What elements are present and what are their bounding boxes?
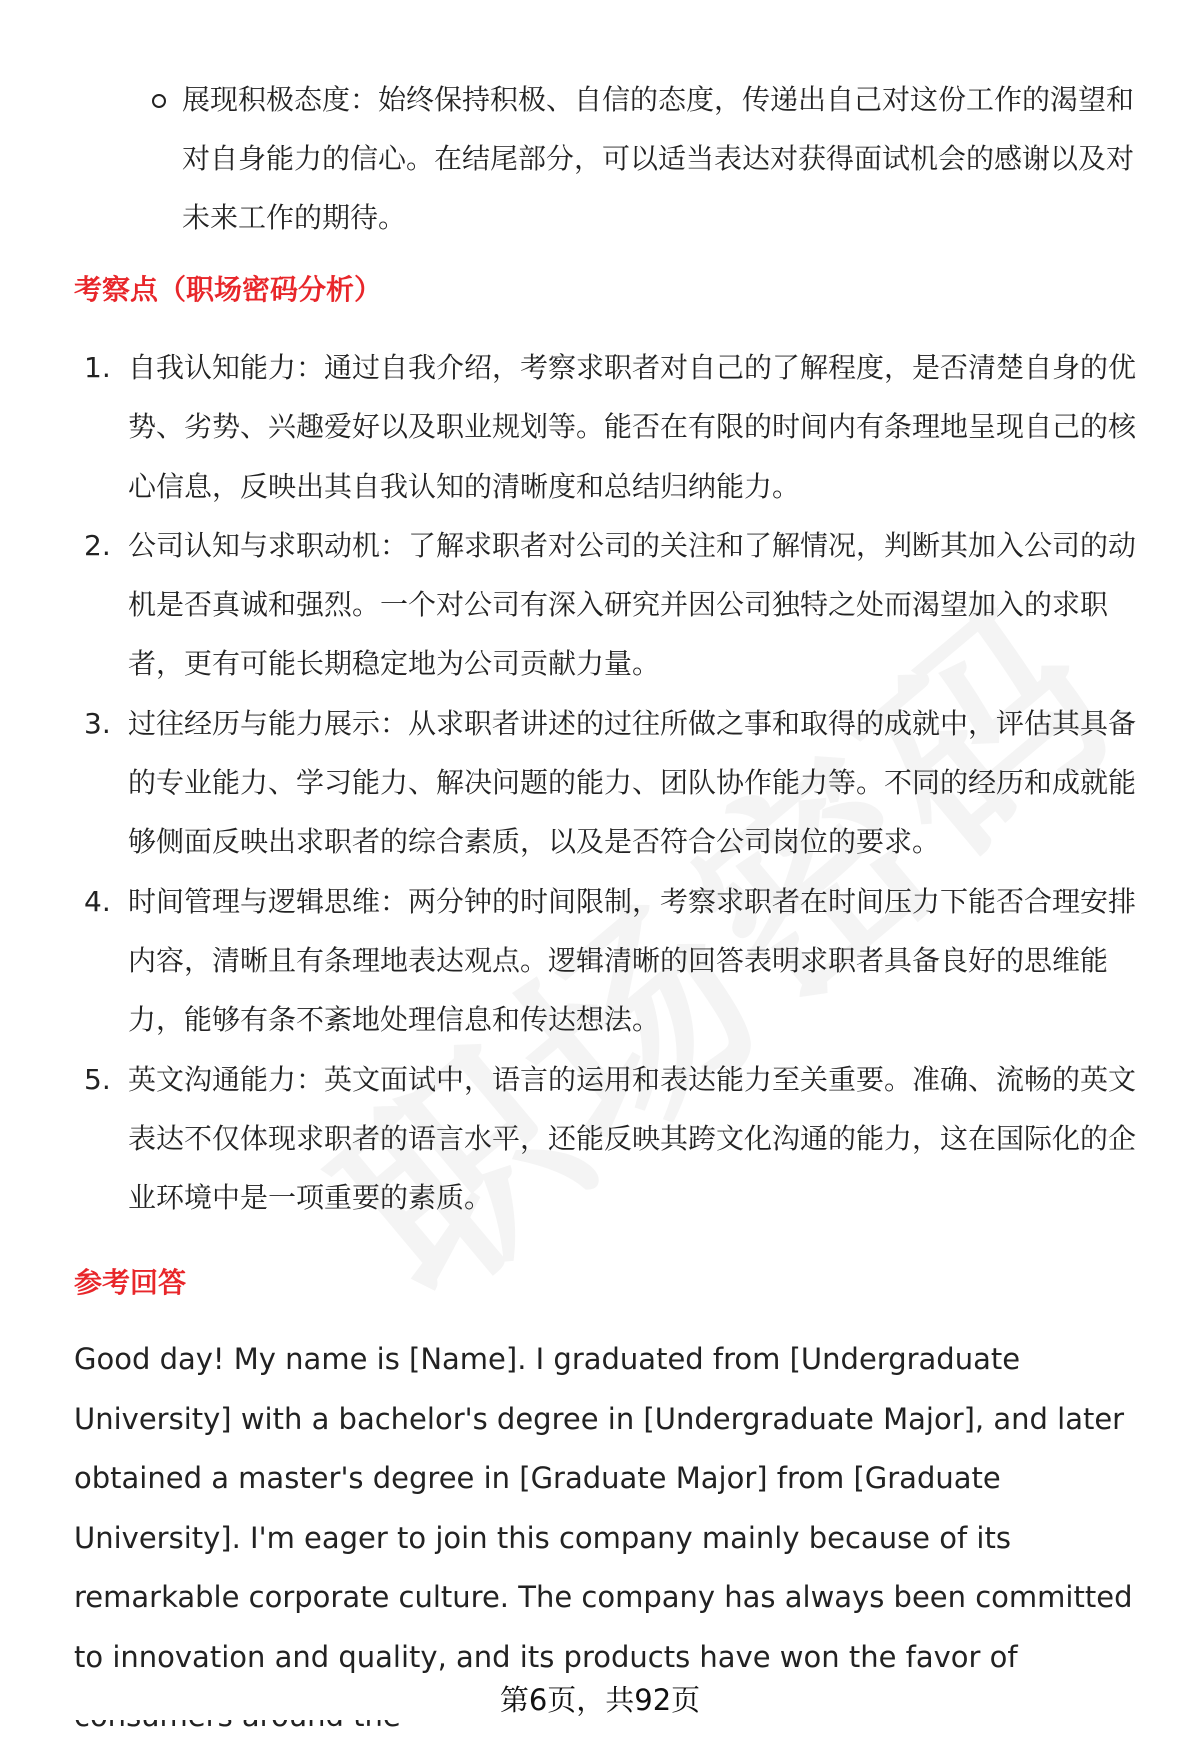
page-footer: 第6页，共92页 <box>0 1680 1200 1720</box>
list-item-number: 5. <box>84 1062 111 1096</box>
list-item <box>74 1050 1144 1228</box>
list-item <box>74 694 1144 872</box>
analysis-list <box>74 338 1144 1227</box>
bullet-item <box>152 70 1142 247</box>
list-item-text: 时间管理与逻辑思维：两分钟的时间限制，考察求职者在时间压力下能否合理安排内容，清晰且有条理地表达观点。逻辑清晰的回答表明求职者具备良好的思维能力，能够有条不紊地处理信息和传达想法。 <box>128 884 1137 1037</box>
list-item <box>74 338 1144 516</box>
answer-paragraph: Good day! My name is [Name]. I graduated from [Undergraduate University] with a bachelor's degree in [Undergraduate Major], and later obtained a master's degree in [Graduate Major] from [Graduate University]. I'm eager to join this company mainly because of its remarkable corporate culture. The company has always been committed to innovation and quality, and its products have won the favor of <box>74 1342 1133 1674</box>
list-item-number: 4. <box>84 884 111 918</box>
list-item-text: 过往经历与能力展示：从求职者讲述的过往所做之事和取得的成就中，评估其具备的专业能力、学习能力、解决问题的能力、团队协作能力等。不同的经历和成就能够侧面反映出求职者的综合素质，以及是否符合公司岗位的要求。 <box>128 706 1137 859</box>
list-item <box>74 872 1144 1050</box>
list-item-number: 3. <box>84 706 111 740</box>
list-item-number: 1. <box>84 351 111 384</box>
section-title-answer: 参考回答 <box>74 1266 187 1299</box>
bullet-circle-icon <box>152 94 166 108</box>
section-title-analysis: 考察点（职场密码分析） <box>74 273 383 306</box>
bullet-text: 展现积极态度：始终保持积极、自信的态度，传递出自己对这份工作的渴望和对自身能力的信心。在结尾部分，可以适当表达对获得面试机会的感谢以及对未来工作的期待。 <box>182 83 1135 234</box>
list-item-text: 英文沟通能力：英文面试中，语言的运用和表达能力至关重要。准确、流畅的英文表达不仅体现求职者的语言水平，还能反映其跨文化沟通的能力，这在国际化的企业环境中是一项重要的素质。 <box>128 1062 1137 1215</box>
list-item <box>74 516 1144 694</box>
list-item-text: 公司认知与求职动机：了解求职者对公司的关注和了解情况，判断其加入公司的动机是否真诚和强烈。一个对公司有深入研究并因公司独特之处而渴望加入的求职者，更有可能长期稳定地为公司贡献力量。 <box>128 528 1137 681</box>
list-item-number: 2. <box>84 528 111 562</box>
list-item-text: 自我认知能力：通过自我介绍，考察求职者对自己的了解程度，是否清楚自身的优势、劣势、兴趣爱好以及职业规划等。能否在有限的时间内有条理地呈现自己的核心信息，反映出其自我认知的清晰度和总结归纳能力。 <box>128 351 1137 503</box>
